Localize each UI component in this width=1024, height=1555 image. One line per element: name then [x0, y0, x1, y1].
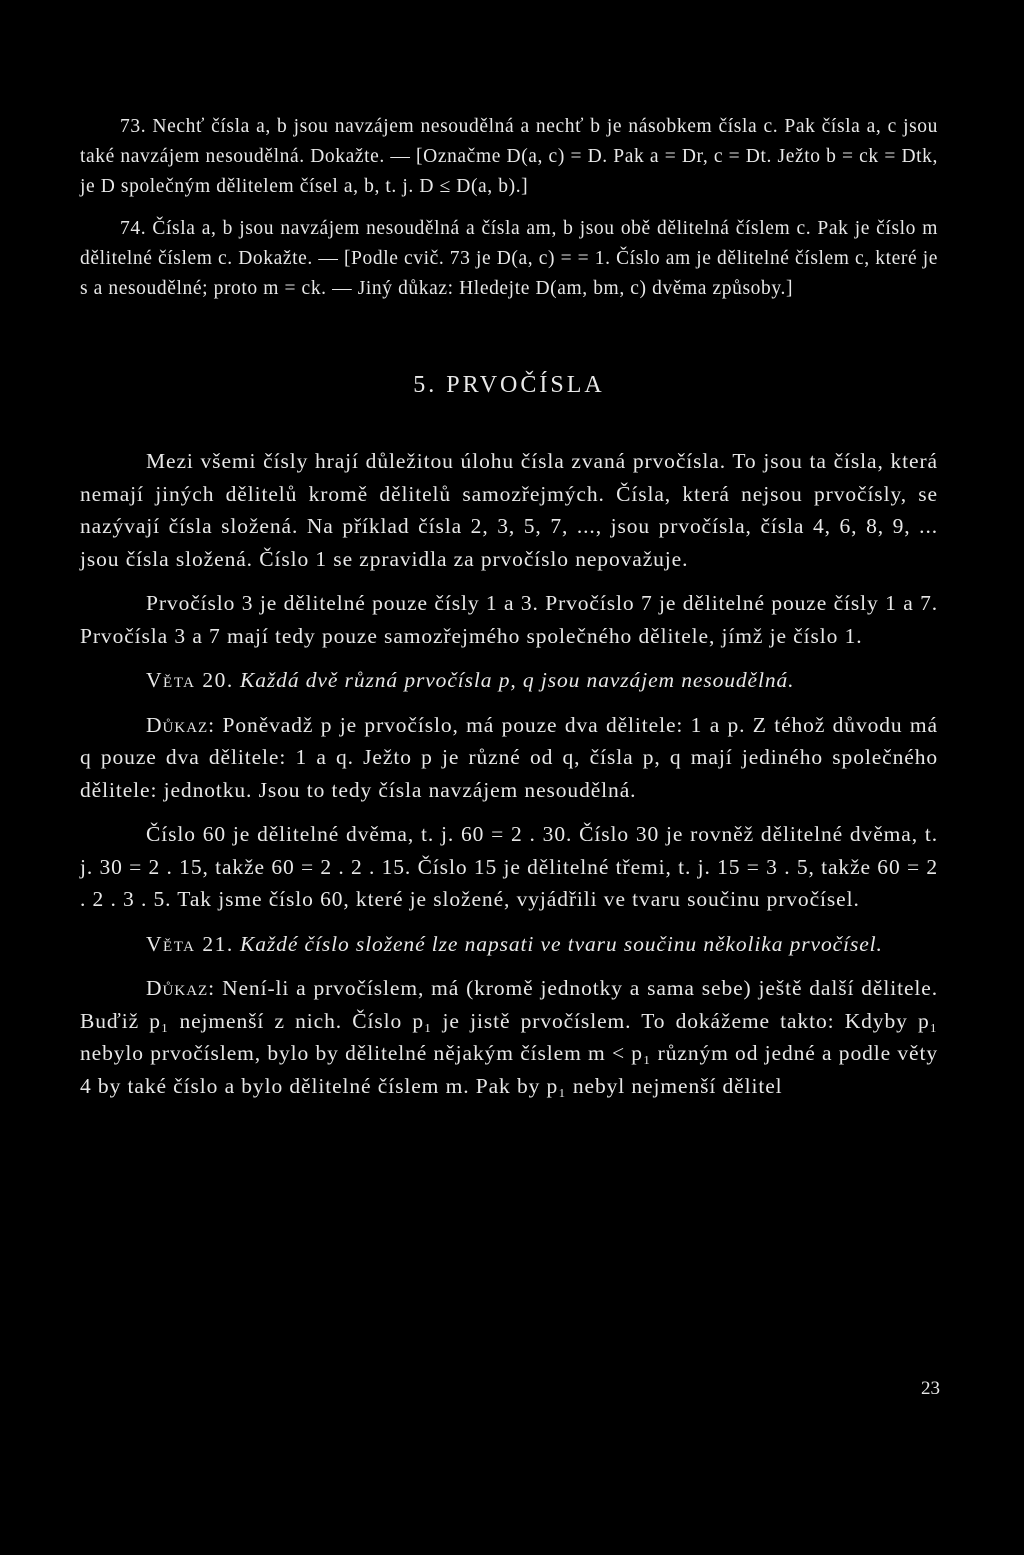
exercise-74	[80, 214, 938, 304]
theorem-20	[80, 664, 938, 697]
exercise-number: 73.	[120, 116, 147, 137]
exercise-text: Nechť čísla a, b jsou navzájem nesoudělná a nechť b je násobkem čísla c. Pak čísla a, c jsou také navzájem nesoudělná. Dokažte. — [Označme D(a, c) = D. Pak a = Dr, c = Dt. Ježto b = ck = Dtk, je D společným dělitelem čísel a, b, t. j. D ≤ D(a, b).]	[80, 116, 938, 197]
paragraph-intro: Mezi všemi čísly hrají důležitou úlohu čísla zvaná prvočísla. To jsou ta čísla, která nemají jiných dělitelů kromě dělitelů samozřejmých. Čísla, která nejsou prvočísly, se nazývají čísla složená. Na příklad čísla 2, 3, 5, 7, ..., jsou prvočísla, čísla 4, 6, 8, 9, ... jsou čísla složená. Číslo 1 se zpravidla za prvočíslo nepovažuje.	[80, 449, 938, 571]
theorem-text: Každá dvě různá prvočísla p, q jsou navzájem nesoudělná.	[240, 668, 795, 692]
paragraph-number-60: Číslo 60 je dělitelné dvěma, t. j. 60 = 2 . 30. Číslo 30 je rovněž dělitelné dvěma, t. j. 30 = 2 . 15, takže 60 = 2 . 2 . 15. Číslo 15 je dělitelné třemi, t. j. 15 = 3 . 5, takže 60 = 2 . 2 . 3 . 5. Tak jsme číslo 60, které je složené, vyjádřili ve tvaru součinu prvočísel.	[80, 822, 938, 911]
section-heading: 5. PRVOČÍSLA	[413, 372, 605, 398]
proof-text: Poněvadž p je prvočíslo, má pouze dva dělitele: 1 a p. Z téhož důvodu má q pouze dva dělitele: 1 a q. Ježto p je různé od q, čísla p, q mají jediného společného dělitele: jednotku. Jsou to tedy čísla navzájem nesoudělná.	[80, 712, 938, 802]
proof-label: Důkaz:	[146, 976, 216, 1000]
theorem-label: Věta 20.	[146, 668, 234, 692]
paragraph-examples: Prvočíslo 3 je dělitelné pouze čísly 1 a 3. Prvočíslo 7 je dělitelné pouze čísly 1 a 7. Prvočísla 3 a 7 mají tedy pouze samozřejmého společného dělitele, jímž je číslo 1.	[80, 591, 938, 648]
proof-20	[80, 709, 938, 807]
proof-text: Není-li a prvočíslem, má (kromě jednotky a sama sebe) ještě další dělitele. Buďiž p₁ nejmenší z nich. Číslo p₁ je jistě prvočíslem. To dokážeme takto: Kdyby p₁ nebylo prvočíslem, bylo by dělitelné nějakým číslem m < p₁ různým od jedné a podle věty 4 by také číslo a bylo dělitelné číslem m. Pak by p₁ nebyl nejmenší dělitel	[80, 976, 938, 1098]
theorem-label: Věta 21.	[146, 931, 234, 956]
exercise-text: Čísla a, b jsou navzájem nesoudělná a čísla am, b jsou obě dělitelná číslem c. Pak je číslo m dělitelné číslem c. Dokažte. — [Podle cvič. 73 je D(a, c) = = 1. Číslo am je dělitelné číslem c, které je s a nesoudělné; proto m = ck. — Jiný důkaz: Hledejte D(am, bm, c) dvěma způsoby.]	[80, 218, 938, 299]
page-body	[80, 112, 938, 1114]
proof-21	[80, 972, 938, 1102]
theorem-text: Každé číslo složené lze napsati ve tvaru součinu několika prvočísel.	[240, 931, 883, 956]
proof-label: Důkaz:	[146, 712, 216, 737]
theorem-21	[80, 928, 938, 961]
page-number: 23	[921, 1378, 940, 1399]
exercise-73	[80, 112, 938, 202]
exercise-number: 74.	[120, 218, 147, 239]
